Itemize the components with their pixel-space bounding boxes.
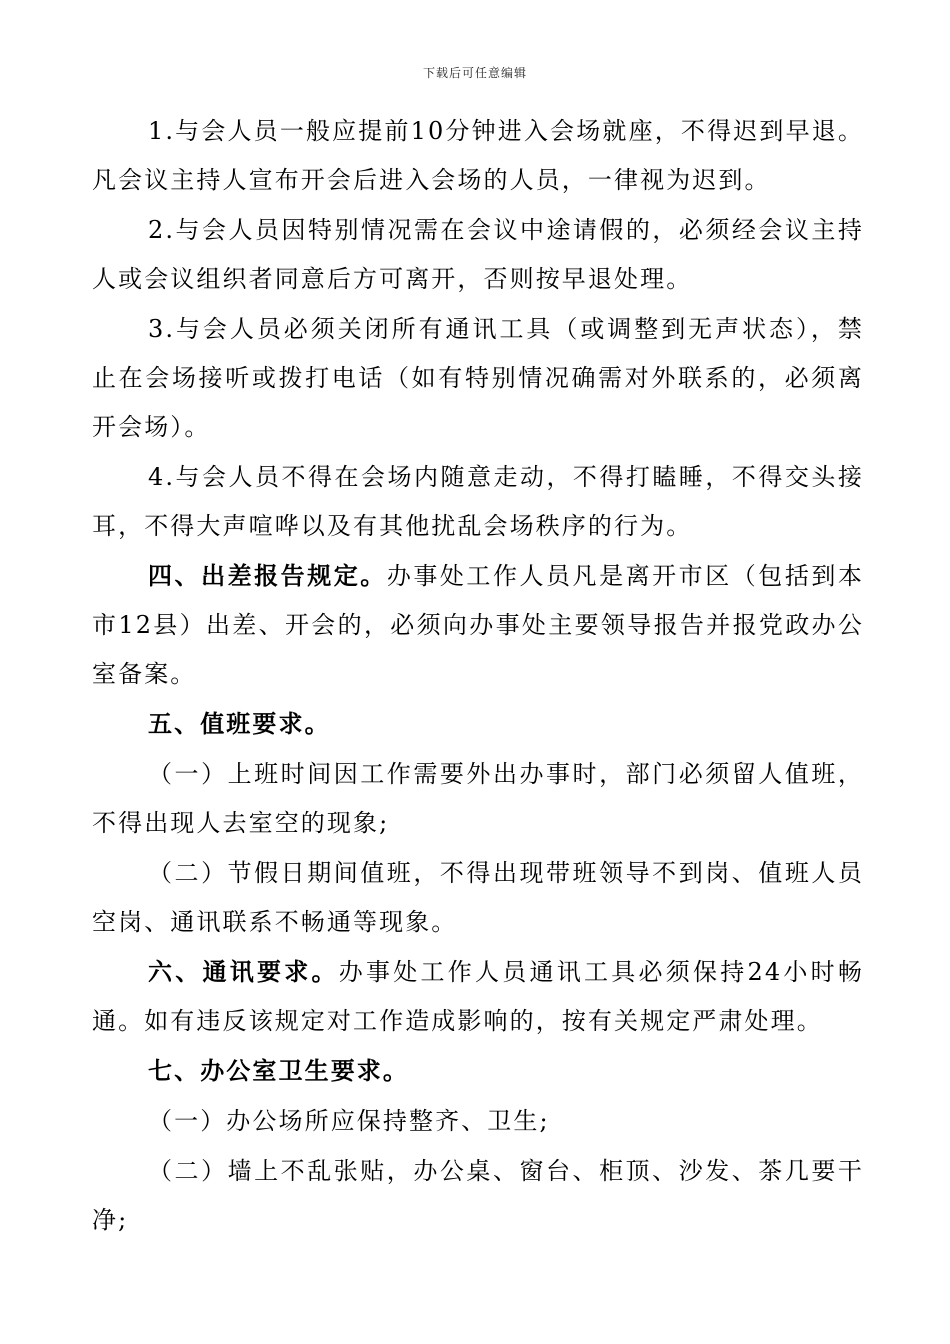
paragraph-duty-item-1 [92, 749, 864, 848]
paragraph-text: 1.与会人员一般应提前10分钟进入会场就座，不得迟到早退。凡会议主持人宣布开会后进入会场的人员，一律视为迟到。 [92, 117, 864, 194]
paragraph-text: 4.与会人员不得在会场内随意走动，不得打瞌睡，不得交头接耳，不得大声喧哗以及有其他扰乱会场秩序的行为。 [92, 463, 864, 540]
paragraph-text: 办事处工作人员凡是离开市区（包括到本市12县）出差、开会的，必须向办事处主要领导报告并报党政办公室备案。 [92, 562, 864, 688]
paragraph-meeting-rule-2 [92, 205, 864, 304]
section-heading: 六、通讯要求。 [148, 957, 339, 986]
paragraph-section-7 [92, 1046, 864, 1096]
paragraph-meeting-rule-1 [92, 106, 864, 205]
paragraph-section-6 [92, 947, 864, 1046]
paragraph-text: 2.与会人员因特别情况需在会议中途请假的，必须经会议主持人或会议组织者同意后方可离开，否则按早退处理。 [92, 216, 864, 293]
paragraph-section-5 [92, 699, 864, 749]
paragraph-text: 办事处工作人员通讯工具必须保持24小时畅通。如有违反该规定对工作造成影响的，按有关规定严肃处理。 [92, 958, 864, 1035]
paragraph-text: （二）节假日期间值班，不得出现带班领导不到岗、值班人员空岗、通讯联系不畅通等现象。 [92, 859, 864, 936]
section-heading: 七、办公室卫生要求。 [148, 1056, 409, 1085]
paragraph-text: （一）办公场所应保持整齐、卫生; [148, 1107, 550, 1135]
page-header-note: 下载后可任意编辑 [422, 66, 527, 80]
paragraph-duty-item-2 [92, 848, 864, 947]
section-heading: 四、出差报告规定。 [148, 561, 387, 590]
paragraph-hygiene-item-2 [92, 1146, 864, 1245]
paragraph-text: （一）上班时间因工作需要外出办事时，部门必须留人值班，不得出现人去室空的现象; [92, 760, 864, 837]
document-body [92, 106, 864, 1245]
paragraph-meeting-rule-3 [92, 304, 864, 452]
section-heading: 五、值班要求。 [148, 709, 331, 738]
paragraph-text: 3.与会人员必须关闭所有通讯工具（或调整到无声状态），禁止在会场接听或拨打电话（如有特别情况确需对外联系的，必须离开会场）。 [92, 315, 864, 441]
paragraph-section-4 [92, 551, 864, 699]
paragraph-hygiene-item-1 [92, 1096, 864, 1146]
paragraph-text: （二）墙上不乱张贴，办公桌、窗台、柜顶、沙发、茶几要干净; [92, 1157, 864, 1234]
paragraph-meeting-rule-4 [92, 452, 864, 551]
